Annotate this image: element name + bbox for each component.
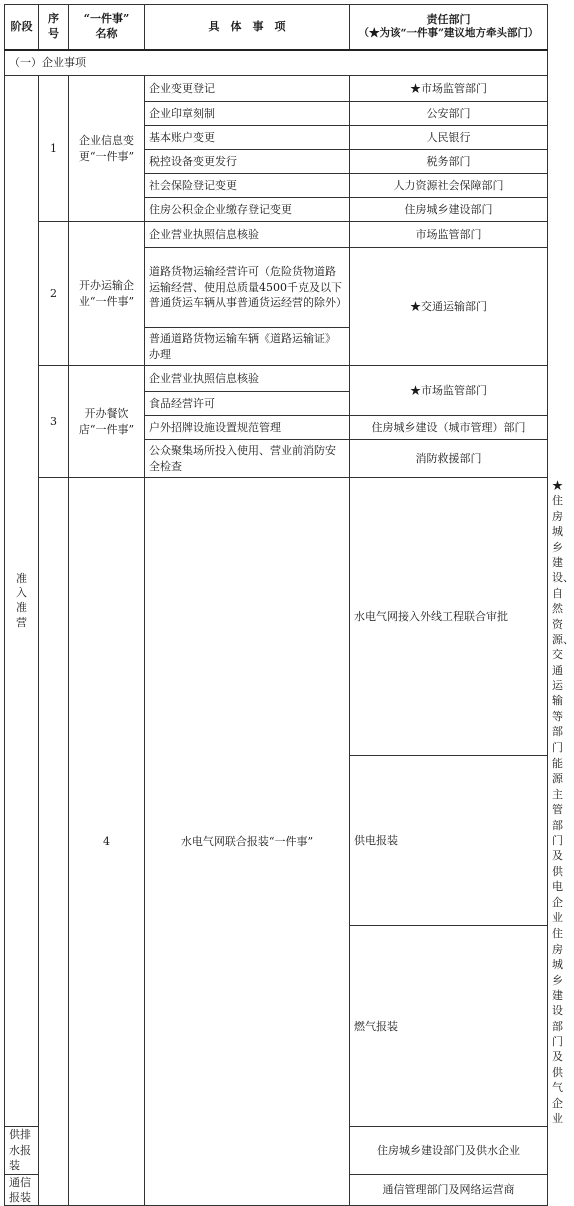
item-cell: 供排水报装 bbox=[5, 1127, 39, 1174]
dept-cell: ★市场监管部门 bbox=[350, 76, 548, 102]
matters-table bbox=[4, 4, 574, 1206]
stage-label: 准入准营 bbox=[16, 571, 27, 630]
dept-cell: 住房城乡建设部门 bbox=[350, 198, 548, 222]
header-name-line1: “一件事” bbox=[83, 12, 130, 26]
dept-cell: 市场监管部门 bbox=[350, 222, 548, 248]
stage-cell bbox=[5, 76, 39, 1127]
seq-cell: 1 bbox=[39, 76, 69, 222]
dept-cell: 通信管理部门及网络运营商 bbox=[350, 1174, 548, 1206]
header-detail: 具 体 事 项 bbox=[145, 5, 350, 50]
section-row bbox=[5, 50, 548, 76]
item-cell: 食品经营许可 bbox=[145, 392, 350, 416]
dept-cell: 人力资源社会保障部门 bbox=[350, 174, 548, 198]
item-cell: 企业变更登记 bbox=[145, 76, 350, 102]
dept-cell: 人民银行 bbox=[350, 126, 548, 150]
stage-cell-continued bbox=[39, 478, 69, 1206]
dept-cell: 住房城乡建设部门及供水企业 bbox=[350, 1127, 548, 1174]
matter-name-cell: 开办运输企业“一件事” bbox=[69, 222, 145, 366]
table-row: 4 水电气网联合报装“一件事” 水电气网接入外线工程联合审批 ★住房城乡建设、自然资源、交通运输等部门 bbox=[5, 478, 548, 756]
table-row: 供电报装 能源主管部门及供电企业 bbox=[5, 756, 548, 926]
item-cell: 企业营业执照信息核验 bbox=[145, 366, 350, 392]
item-cell: 供电报装 bbox=[350, 756, 548, 926]
header-dept-line2: （★为该“一件事”建议地方牵头部门） bbox=[358, 27, 539, 40]
item-cell: 住房公积金企业缴存登记变更 bbox=[145, 198, 350, 222]
table-header-row bbox=[5, 5, 548, 50]
item-cell: 企业印章刻制 bbox=[145, 102, 350, 126]
header-dept-line1: 责任部门 bbox=[426, 12, 471, 26]
header-dept bbox=[350, 5, 548, 50]
table-row: 燃气报装 住房城乡建设部门及供气企业 bbox=[5, 926, 548, 1127]
matter-name-cell: 水电气网联合报装“一件事” bbox=[145, 478, 350, 1206]
dept-cell: 消防救援部门 bbox=[350, 440, 548, 478]
header-seq: 序号 bbox=[39, 5, 69, 50]
seq-cell: 4 bbox=[69, 478, 145, 1206]
header-stage: 阶段 bbox=[5, 5, 39, 50]
item-cell: 企业营业执照信息核验 bbox=[145, 222, 350, 248]
item-cell: 通信报装 bbox=[5, 1174, 39, 1206]
dept-cell: ★市场监管部门 bbox=[350, 366, 548, 416]
table-row bbox=[5, 76, 548, 102]
dept-cell: 公安部门 bbox=[350, 102, 548, 126]
item-cell: 燃气报装 bbox=[350, 926, 548, 1127]
section-label: （一）企业事项 bbox=[5, 50, 548, 76]
seq-cell: 3 bbox=[39, 366, 69, 478]
dept-cell: 税务部门 bbox=[350, 150, 548, 174]
item-cell: 户外招牌设施设置规范管理 bbox=[145, 416, 350, 440]
item-cell: 基本账户变更 bbox=[145, 126, 350, 150]
header-name-line2: 名称 bbox=[95, 26, 118, 40]
dept-cell: ★交通运输部门 bbox=[350, 248, 548, 366]
seq-cell: 2 bbox=[39, 222, 69, 366]
item-cell: 社会保险登记变更 bbox=[145, 174, 350, 198]
item-cell: 税控设备变更发行 bbox=[145, 150, 350, 174]
table-row bbox=[5, 222, 548, 248]
item-cell: 公众聚集场所投入使用、营业前消防安全检查 bbox=[145, 440, 350, 478]
matter-name-cell: 企业信息变更“一件事” bbox=[69, 76, 145, 222]
table-row bbox=[5, 366, 548, 392]
matter-name-cell: 开办餐饮店“一件事” bbox=[69, 366, 145, 478]
header-name bbox=[69, 5, 145, 50]
item-cell: 水电气网接入外线工程联合审批 bbox=[350, 478, 548, 756]
item-cell: 道路货物运输经营许可（危险货物道路运输经营、使用总质量4500千克及以下普通货运车辆从事普通货运经营的除外） bbox=[145, 248, 350, 328]
item-cell: 普通道路货物运输车辆《道路运输证》办理 bbox=[145, 328, 350, 366]
dept-cell: 住房城乡建设（城市管理）部门 bbox=[350, 416, 548, 440]
